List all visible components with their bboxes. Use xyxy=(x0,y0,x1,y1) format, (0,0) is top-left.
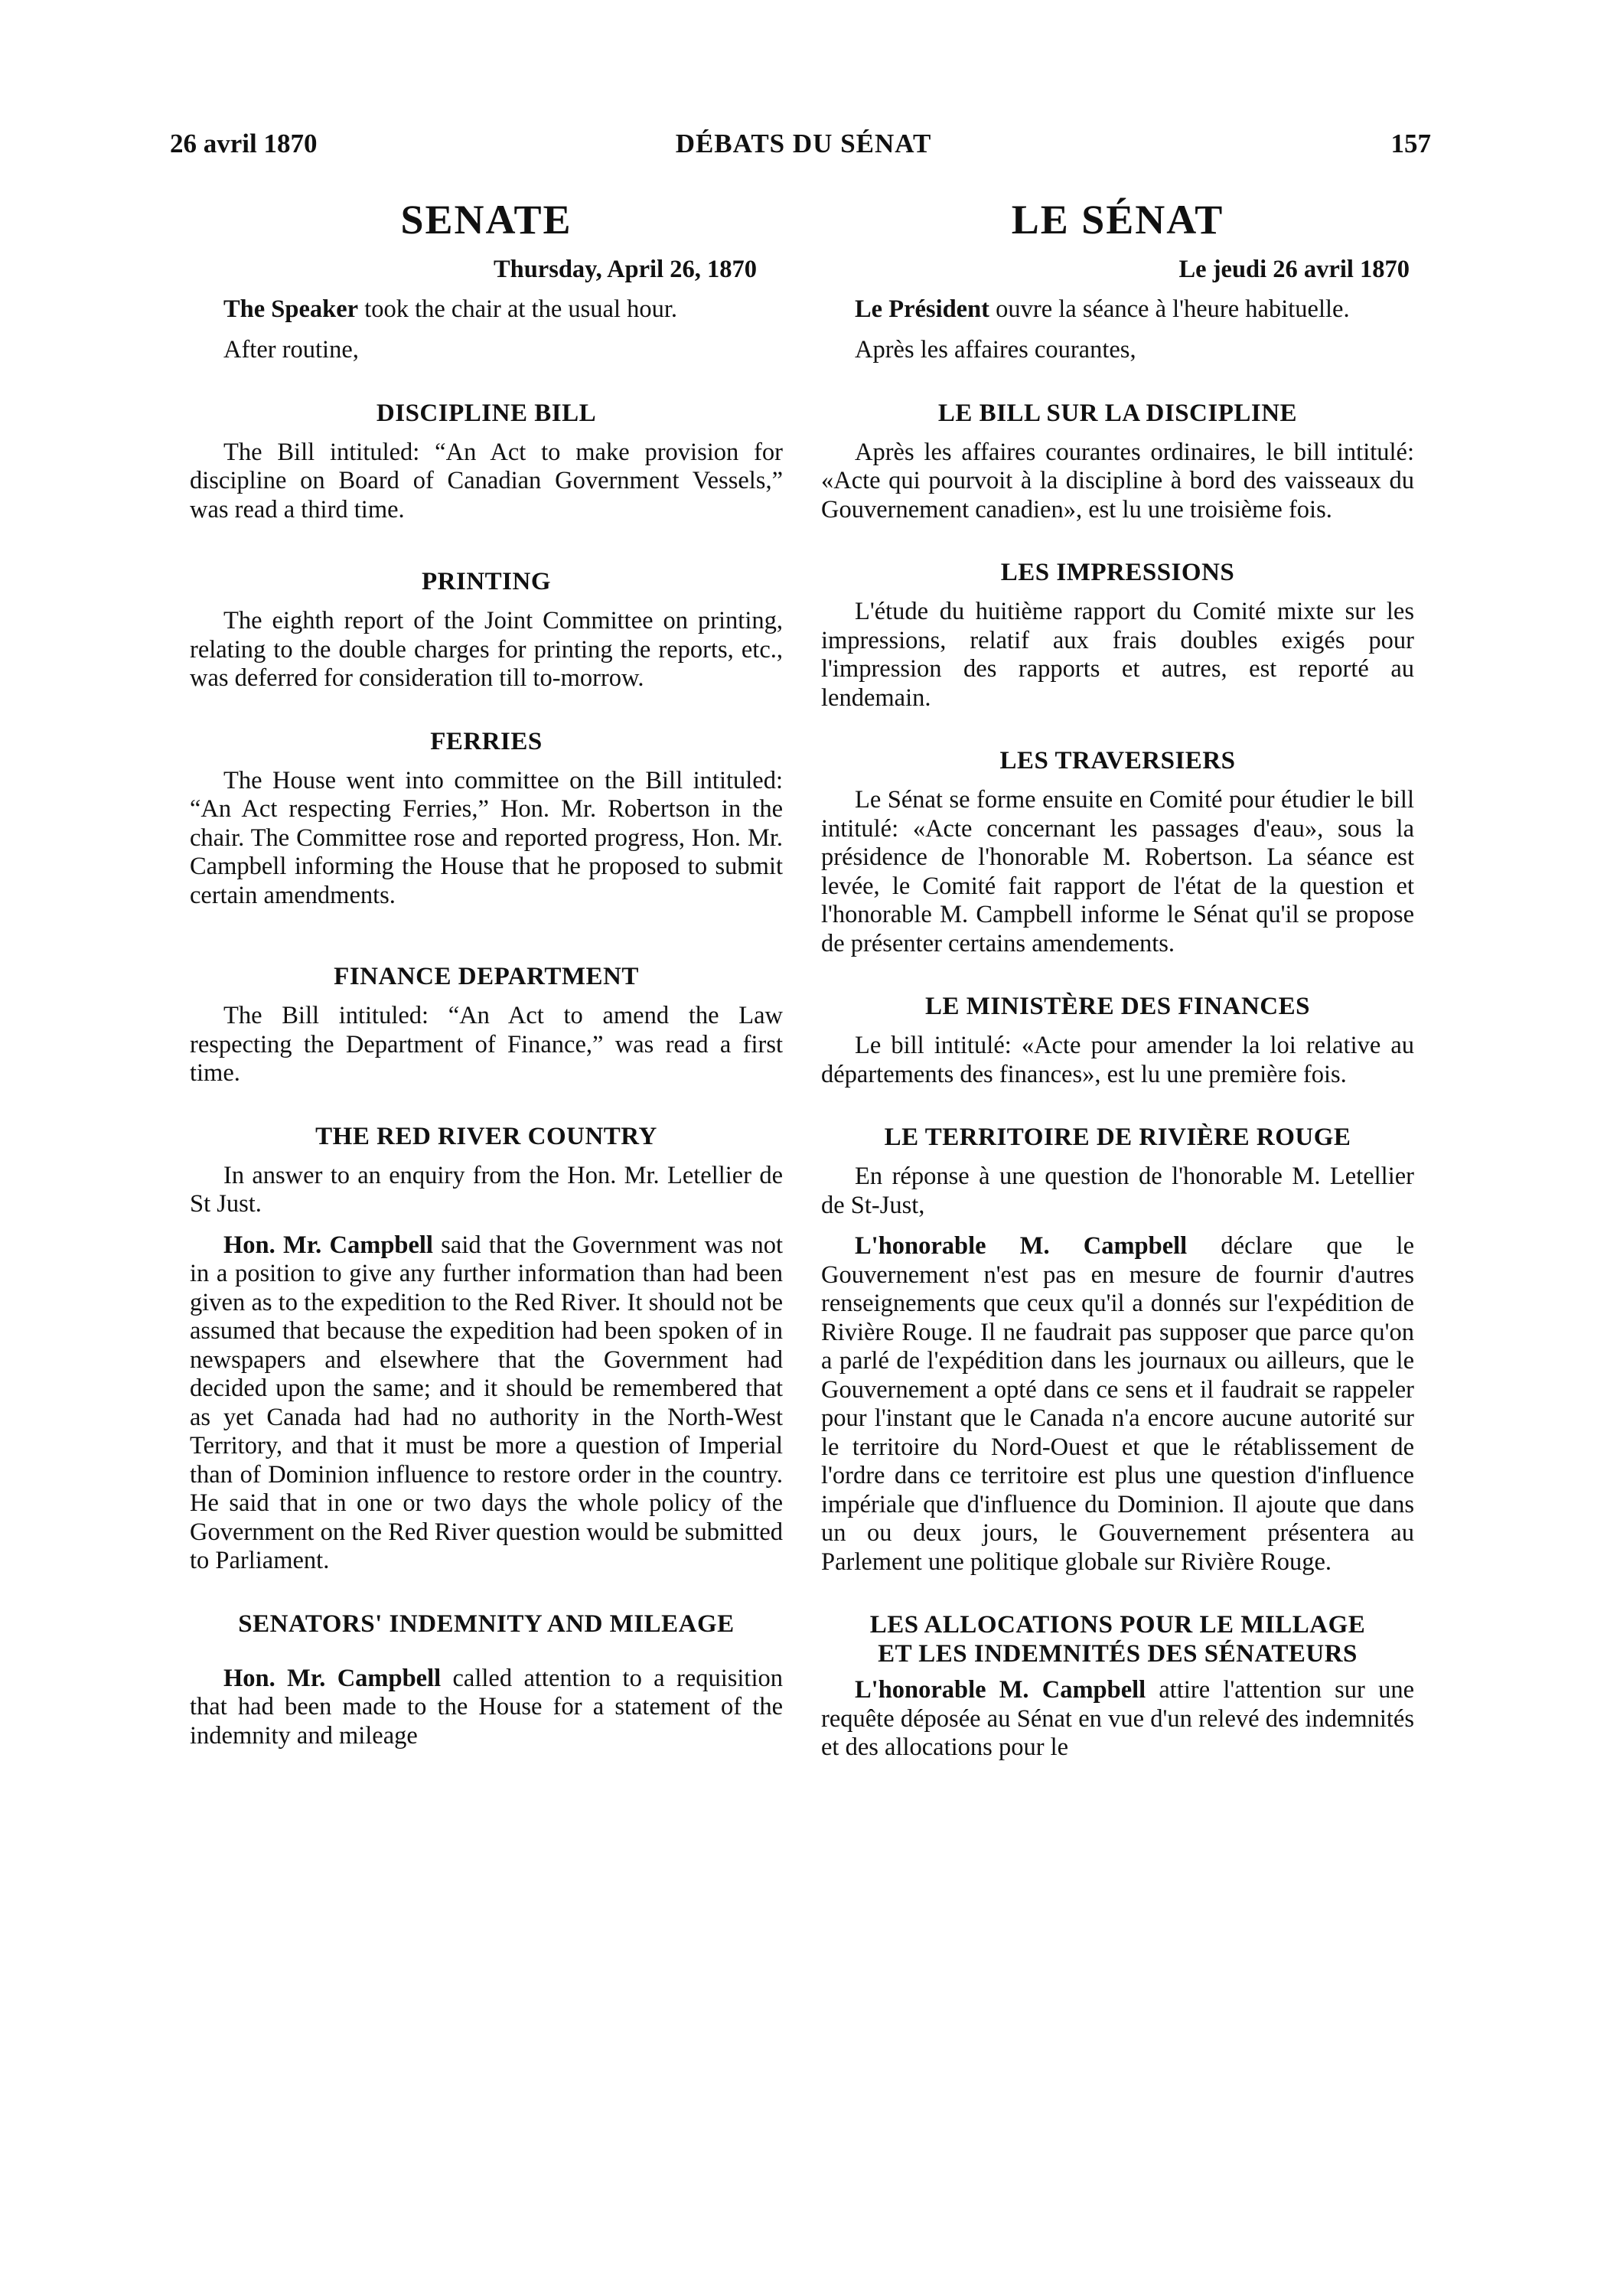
running-head xyxy=(0,129,1607,167)
french-indemnity-text: attire l'attention sur une requête déposée au Sénat en vue d'un relevé des indemnités et des allocations pour le xyxy=(821,1676,1414,1761)
french-red-river-enquiry: En réponse à une question de l'honorable M. Letellier de St-Just, xyxy=(821,1163,1414,1219)
french-finance-text: Le bill intitulé: «Acte pour amender la loi relative au départements des finances», est lu une première fois. xyxy=(821,1032,1414,1088)
french-ferries-text: Le Sénat se forme ensuite en Comité pour étudier le bill intitulé: «Acte concernant les passages d'eau», sous la présidence de l'honorable M. Robertson. La séance est levée, le Comité fait rapport de l'état de la question et l'honorable M. Campbell informe le Sénat qu'il se propose de présenter certains amendements. xyxy=(821,786,1414,957)
french-discipline-text: Après les affaires courantes ordinaires, le bill intitulé: «Acte qui pourvoit à la discipline à bord des vaisseaux du Gouvernement canadien», est lu une troisième fois. xyxy=(821,438,1414,523)
french-discipline-heading: LE BILL SUR LA DISCIPLINE xyxy=(937,399,1298,427)
english-opening-text: took the chair at the usual hour. xyxy=(358,295,678,323)
french-finance-heading: LE MINISTÈRE DES FINANCES xyxy=(924,993,1311,1020)
header-title: DÉBATS DU SÉNAT xyxy=(675,129,932,158)
french-red-river-heading: LE TERRITOIRE DE RIVIÈRE ROUGE xyxy=(884,1124,1351,1151)
english-discipline-heading: DISCIPLINE BILL xyxy=(376,399,597,427)
english-red-river-heading: THE RED RIVER COUNTRY xyxy=(315,1122,657,1150)
english-finance-text: The Bill intituled: “An Act to amend the Law respecting the Department of Finance,” was read a first time. xyxy=(190,1002,783,1087)
french-red-river-text: déclare que le Gouvernement n'est pas en mesure de fournir d'autres renseignements que ceux qu'il a donnés sur l'expédition de Rivière Rouge. Il ne faudrait pas supposer que parce qu'on a parlé de l'expédition dans les journaux ou ailleurs, que le Gouvernement a opté dans ce sens et il faudrait se rappeler pour l'instant que le Canada n'a encore aucune autorité sur le territoire du Nord-Ouest et que le rétablissement de l'ordre dans ce territoire est plus une question d'influence impériale que d'influence du Dominion. Il ajoute que dans un ou deux jours, le Gouvernement présentera au Parlement une politique globale sur Rivière Rouge. xyxy=(821,1232,1414,1576)
english-red-river-speaker: Hon. Mr. Campbell xyxy=(223,1231,433,1259)
english-ferries-text: The House went into committee on the Bill intituled: “An Act respecting Ferries,” Hon. Mr. Robertson in the chair. The Committee rose and reported progress, Hon. Mr. Campbell informing the House that he proposed to submit certain amendments. xyxy=(190,766,783,909)
english-ferries-heading: FERRIES xyxy=(430,727,543,755)
french-column xyxy=(821,191,1414,1775)
english-indemnity-speaker: Hon. Mr. Campbell xyxy=(223,1664,442,1692)
french-ferries-heading: LES TRAVERSIERS xyxy=(999,747,1236,775)
french-red-river-speaker: L'honorable M. Campbell xyxy=(855,1232,1188,1260)
english-title: SENATE xyxy=(400,197,572,243)
english-indemnity-heading: SENATORS' INDEMNITY AND MILEAGE xyxy=(238,1609,735,1638)
french-indemnity-heading-line2: ET LES INDEMNITÉS DES SÉNATEURS xyxy=(878,1640,1358,1668)
english-printing-text: The eighth report of the Joint Committee on printing, relating to the double charges for printing the reports, etc., was deferred for consideration till to-morrow. xyxy=(190,607,783,692)
english-red-river-statement xyxy=(190,1231,783,1576)
page-number: 157 xyxy=(1390,129,1431,158)
french-indemnity-heading xyxy=(821,1610,1414,1668)
english-date: Thursday, April 26, 1870 xyxy=(493,256,757,283)
french-indemnity-statement xyxy=(821,1676,1414,1763)
french-routine: Après les affaires courantes, xyxy=(855,336,1136,364)
header-date: 26 avril 1870 xyxy=(170,129,318,158)
french-opening xyxy=(821,295,1414,325)
english-indemnity-statement xyxy=(190,1665,783,1751)
french-printing-heading: LES IMPRESSIONS xyxy=(1000,559,1235,586)
french-title: LE SÉNAT xyxy=(1011,197,1224,243)
french-red-river-statement xyxy=(821,1232,1414,1577)
french-printing-text: L'étude du huitième rapport du Comité mixte sur les impressions, relatif aux frais doubles exigés pour l'impression des rapports et autres, est reporté au lendemain. xyxy=(821,598,1414,712)
french-indemnity-heading-line1: LES ALLOCATIONS POUR LE MILLAGE xyxy=(869,1611,1366,1639)
french-opening-text: ouvre la séance à l'heure habituelle. xyxy=(989,295,1350,323)
french-date: Le jeudi 26 avril 1870 xyxy=(1178,256,1410,283)
english-finance-heading: FINANCE DEPARTMENT xyxy=(334,963,639,990)
english-column xyxy=(190,191,783,1763)
english-opening xyxy=(190,295,783,325)
english-routine: After routine, xyxy=(223,336,359,364)
english-indemnity-text: called attention to a requisition that had been made to the House for a statement of the indemnity and mileage xyxy=(190,1664,783,1750)
french-indemnity-speaker: L'honorable M. Campbell xyxy=(855,1676,1146,1704)
english-red-river-text: said that the Government was not in a position to give any further information than had been given as to the expedition to the Red River. It should not be assumed that because the expedition had been spoken of in newspapers and elsewhere that the Government had decided upon the same; and it should be remembered that as yet Canada had had no authority in the North-West Territory, and that it must be more a question of Imperial than of Dominion influence to restore order in the country. He said that in one or two days the whole policy of the Government on the Red River question would be submitted to Parliament. xyxy=(190,1231,783,1574)
english-opening-speaker: The Speaker xyxy=(223,295,359,323)
english-discipline-text: The Bill intituled: “An Act to make provision for discipline on Board of Canadian Government Vessels,” was read a third time. xyxy=(190,438,783,523)
english-red-river-enquiry: In answer to an enquiry from the Hon. Mr. Letellier de St Just. xyxy=(190,1161,783,1218)
french-opening-speaker: Le Président xyxy=(855,295,990,323)
english-printing-heading: PRINTING xyxy=(421,568,552,595)
